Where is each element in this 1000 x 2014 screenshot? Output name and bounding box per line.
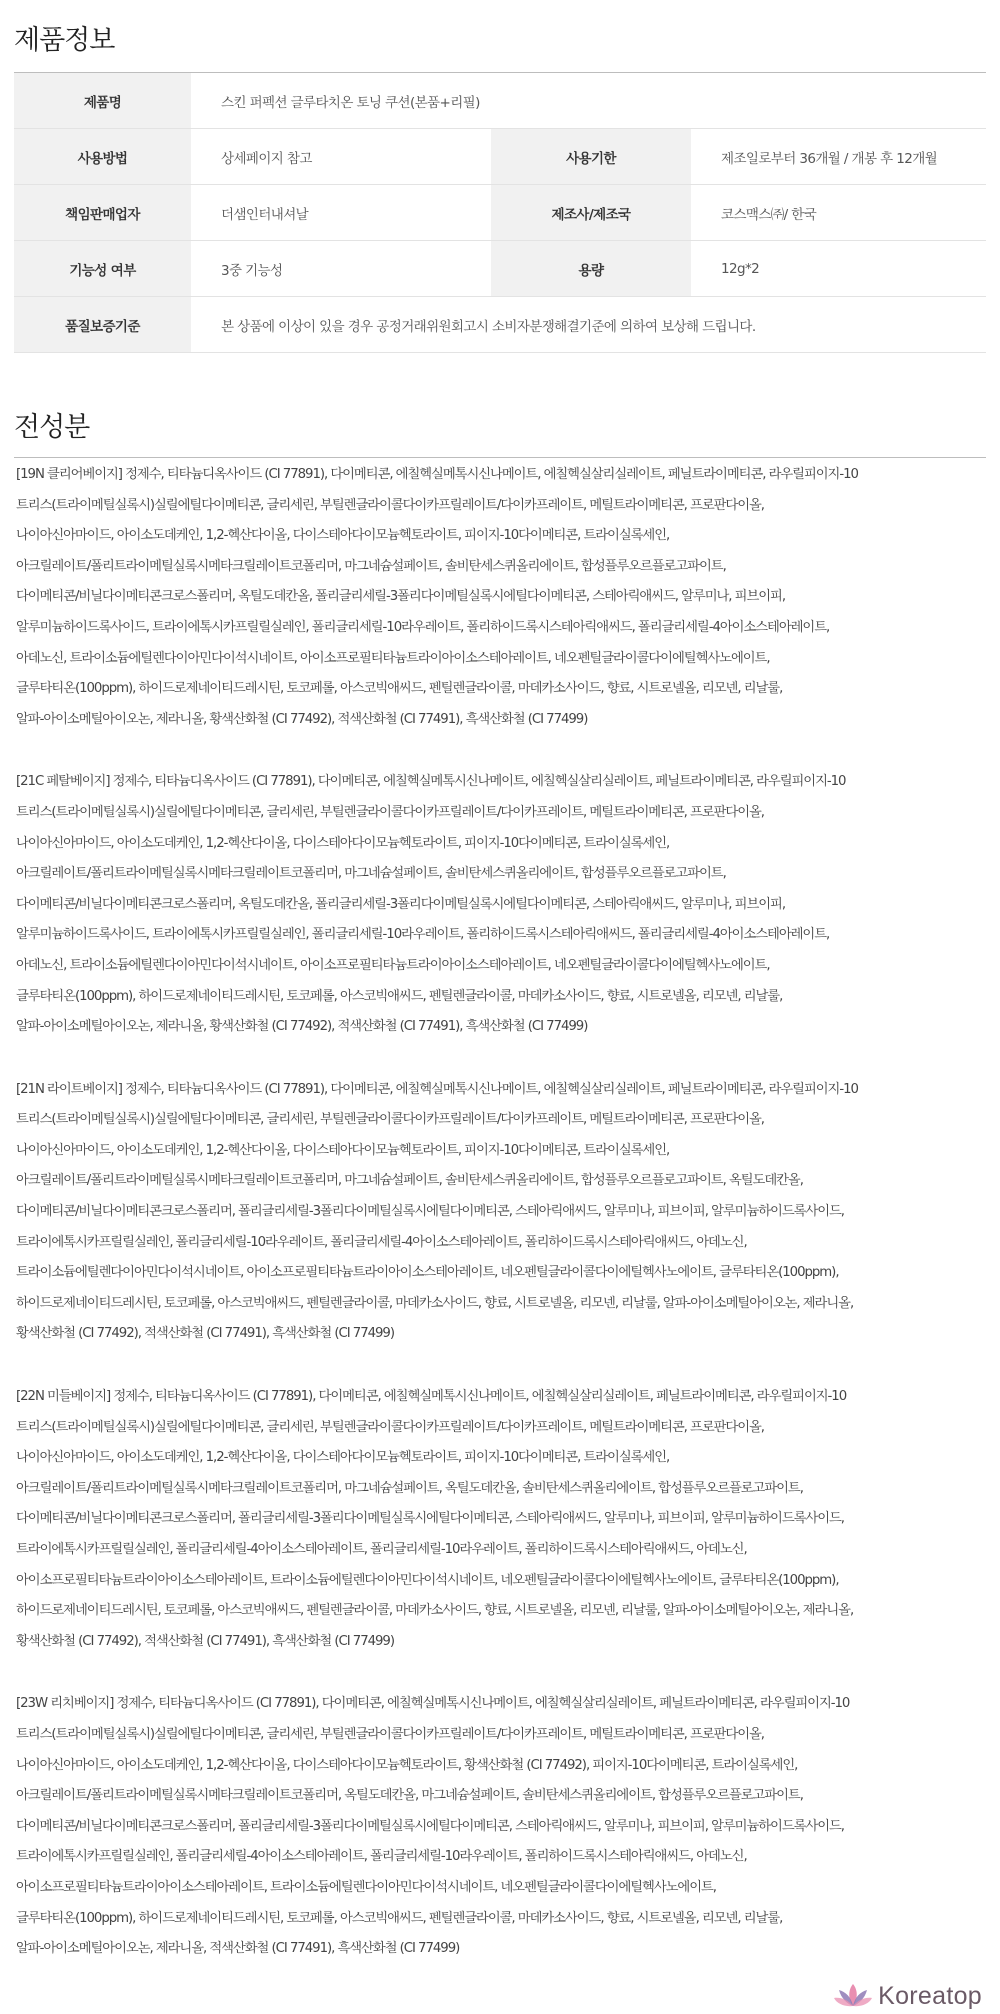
ingredient-line: 트리스(트라이메틸실록시)실릴에틸다이메티콘, 글리세린, 부틸렌글라이콜다이카프릴레이트/다이카프레이트, 메틸트라이메티콘, 프로판다이올, xyxy=(16,1112,764,1128)
ingredient-line: 트리스(트라이메틸실록시)실릴에틸다이메티콘, 글리세린, 부틸렌글라이콜다이카프릴레이트/다이카프레이트, 메틸트라이메티콘, 프로판다이올, xyxy=(16,1726,764,1742)
table-row xyxy=(14,241,986,297)
functional-label: 기능성 여부 xyxy=(14,241,191,297)
product-name-label: 제품명 xyxy=(14,73,191,129)
expiry-label: 사용기한 xyxy=(491,129,691,185)
usage-label: 사용방법 xyxy=(14,129,191,185)
ingredient-line: [22N 미들베이지] 정제수, 티타늄디옥사이드 (CI 77891), 다이메티콘, 에칠헥실메톡시신나메이트, 에칠헥실살리실레이트, 페닐트라이메티콘, 라우릴피이지-10 xyxy=(16,1389,847,1405)
ingredient-line: 트리스(트라이메틸실록시)실릴에틸다이메티콘, 글리세린, 부틸렌글라이콜다이카프릴레이트/다이카프레이트, 메틸트라이메티콘, 프로판다이올, xyxy=(16,497,764,513)
ingredient-line: 다이메티콘/비닐다이메티콘크로스폴리머, 폴리글리세릴-3폴리다이메틸실록시에틸다이메티콘, 스테아릭애씨드, 알루미나, 피브이피, 알루미늄하이드록사이드, xyxy=(16,1511,844,1527)
ingredient-line: 트라이에톡시카프릴릴실레인, 폴리글리세릴-4아이소스테아레이트, 폴리글리세릴-10라우레이트, 폴리하이드록시스테아릭애씨드, 아데노신, xyxy=(16,1849,747,1865)
manufacturer-label: 제조사/제조국 xyxy=(491,185,691,241)
ingredient-line: 글루타티온(100ppm), 하이드로제네이티드레시틴, 토코페롤, 아스코빅애씨드, 펜틸렌글라이콜, 마데카소사이드, 향료, 시트로넬올, 리모넨, 리날룰, xyxy=(16,681,783,697)
ingredient-line: [23W 리치베이지] 정제수, 티타늄디옥사이드 (CI 77891), 다이메티콘, 에칠헥실메톡시신나메이트, 에칠헥실살리실레이트, 페닐트라이메티콘, 라우릴피이지-10 xyxy=(16,1696,850,1712)
capacity-value: 12g*2 xyxy=(691,241,986,297)
seller-label: 책임판매업자 xyxy=(14,185,191,241)
ingredients-list xyxy=(16,460,984,1997)
ingredients-title: 전성분 xyxy=(14,412,90,443)
ingredient-line: 트리스(트라이메틸실록시)실릴에틸다이메티콘, 글리세린, 부틸렌글라이콜다이카프릴레이트/다이카프레이트, 메틸트라이메티콘, 프로판다이올, xyxy=(16,804,764,820)
ingredient-line: 아크릴레이트/폴리트라이메틸실록시메타크릴레이트코폴리머, 마그네슘설페이트, 솔비탄세스퀴올리에이트, 합성플루오르플로고파이트, xyxy=(16,558,726,574)
quality-value: 본 상품에 이상이 있을 경우 공정거래위원회고시 소비자분쟁해결기준에 의하여 보상해 드립니다. xyxy=(191,297,986,353)
product-info-title: 제품정보 xyxy=(14,25,115,56)
ingredient-line: 아이소프로필티타늄트라이아이소스테아레이트, 트라이소듐에틸렌다이아민다이석시네이트, 네오펜틸글라이콜다이에틸헥사노에이트, 글루타티온(100ppm), xyxy=(16,1572,839,1588)
ingredient-line: 아데노신, 트라이소듐에틸렌다이아민다이석시네이트, 아이소프로필티타늄트라이아이소스테아레이트, 네오펜틸글라이콜다이에틸헥사노에이트, xyxy=(16,957,770,973)
ingredient-line: 황색산화철 (CI 77492), 적색산화철 (CI 77491), 흑색산화철 (CI 77499) xyxy=(16,1633,394,1649)
ingredient-line: 다이메티콘/비닐다이메티콘크로스폴리머, 옥틸도데칸올, 폴리글리세릴-3폴리다이메틸실록시에틸다이메티콘, 스테아릭애씨드, 알루미나, 피브이피, xyxy=(16,589,786,605)
ingredient-line: [19N 클리어베이지] 정제수, 티타늄디옥사이드 (CI 77891), 다이메티콘, 에칠헥실메톡시신나메이트, 에칠헥실살리실레이트, 페닐트라이메티콘, 라우릴피이지-10 xyxy=(16,467,858,482)
seller-value: 더샘인터내셔날 xyxy=(191,185,491,241)
manufacturer-value: 코스맥스㈜/ 한국 xyxy=(691,185,986,241)
ingredient-block-19n xyxy=(16,460,984,735)
ingredient-line: 아데노신, 트라이소듐에틸렌다이아민다이석시네이트, 아이소프로필티타늄트라이아이소스테아레이트, 네오펜틸글라이콜다이에틸헥사노에이트, xyxy=(16,650,770,666)
ingredient-line: 트라이에톡시카프릴릴실레인, 폴리글리세릴-4아이소스테아레이트, 폴리글리세릴-10라우레이트, 폴리하이드록시스테아릭애씨드, 아데노신, xyxy=(16,1542,747,1557)
capacity-label: 용량 xyxy=(491,241,691,297)
ingredient-line: 다이메티콘/비닐다이메티콘크로스폴리머, 폴리글리세릴-3폴리다이메틸실록시에틸다이메티콘, 스테아릭애씨드, 알루미나, 피브이피, 알루미늄하이드록사이드, xyxy=(16,1204,844,1220)
ingredient-block-21c xyxy=(16,767,984,1042)
ingredient-line: 트라이소듐에틸렌다이아민다이석시네이트, 아이소프로필티타늄트라이아이소스테아레이트, 네오펜틸글라이콜다이에틸헥사노에이트, 글루타티온(100ppm), xyxy=(16,1265,839,1281)
ingredient-line: 트리스(트라이메틸실록시)실릴에틸다이메티콘, 글리세린, 부틸렌글라이콜다이카프릴레이트/다이카프레이트, 메틸트라이메티콘, 프로판다이올, xyxy=(16,1419,764,1435)
ingredient-line: [21C 페탈베이지] 정제수, 티타늄디옥사이드 (CI 77891), 다이메티콘, 에칠헥실메톡시신나메이트, 에칠헥실살리실레이트, 페닐트라이메티콘, 라우릴피이지-10 xyxy=(16,774,846,790)
ingredient-line: 다이메티콘/비닐다이메티콘크로스폴리머, 옥틸도데칸올, 폴리글리세릴-3폴리다이메틸실록시에틸다이메티콘, 스테아릭애씨드, 알루미나, 피브이피, xyxy=(16,896,786,912)
ingredient-line: 알파-아이소메틸아이오논, 제라니올, 황색산화철 (CI 77492), 적색산화철 (CI 77491), 흑색산화철 (CI 77499) xyxy=(16,1019,588,1035)
ingredient-line: 알파-아이소메틸아이오논, 제라니올, 적색산화철 (CI 77491), 흑색산화철 (CI 77499) xyxy=(16,1941,460,1957)
functional-value: 3중 기능성 xyxy=(191,241,491,297)
ingredient-line: 나이아신아마이드, 아이소도데케인, 1,2-헥산다이올, 다이스테아다이모늄헥토라이트, 피이지-10다이메티콘, 트라이실록세인, xyxy=(16,1142,670,1158)
quality-label: 품질보증기준 xyxy=(14,297,191,353)
table-row xyxy=(14,297,986,353)
ingredient-line: 다이메티콘/비닐다이메티콘크로스폴리머, 폴리글리세릴-3폴리다이메틸실록시에틸다이메티콘, 스테아릭애씨드, 알루미나, 피브이피, 알루미늄하이드록사이드, xyxy=(16,1818,844,1834)
table-row xyxy=(14,185,986,241)
usage-value: 상세페이지 참고 xyxy=(191,129,491,185)
product-info-table xyxy=(14,73,986,353)
ingredient-line: 알루미늄하이드록사이드, 트라이에톡시카프릴릴실레인, 폴리글리세릴-10라우레이트, 폴리하이드록시스테아릭애씨드, 폴리글리세릴-4아이소스테아레이트, xyxy=(16,619,830,635)
table-row xyxy=(14,73,986,129)
ingredient-line: 알루미늄하이드록사이드, 트라이에톡시카프릴릴실레인, 폴리글리세릴-10라우레이트, 폴리하이드록시스테아릭애씨드, 폴리글리세릴-4아이소스테아레이트, xyxy=(16,927,830,943)
ingredient-line: 하이드로제네이티드레시틴, 토코페롤, 아스코빅애씨드, 펜틸렌글라이콜, 마데카소사이드, 향료, 시트로넬올, 리모넨, 리날룰, 알파-아이소메틸아이오논, 제라니올, xyxy=(16,1295,854,1311)
ingredient-line: 아크릴레이트/폴리트라이메틸실록시메타크릴레이트코폴리머, 마그네슘설페이트, 옥틸도데칸올, 솔비탄세스퀴올리에이트, 합성플루오르플로고파이트, xyxy=(16,1480,803,1496)
expiry-value: 제조일로부터 36개월 / 개봉 후 12개월 xyxy=(691,129,986,185)
ingredient-line: 알파-아이소메틸아이오논, 제라니올, 황색산화철 (CI 77492), 적색산화철 (CI 77491), 흑색산화철 (CI 77499) xyxy=(16,711,588,727)
ingredients-divider xyxy=(14,457,986,458)
ingredient-line: 글루타티온(100ppm), 하이드로제네이티드레시틴, 토코페롤, 아스코빅애씨드, 펜틸렌글라이콜, 마데카소사이드, 향료, 시트로넬올, 리모넨, 리날룰, xyxy=(16,1910,783,1926)
ingredient-line: 아크릴레이트/폴리트라이메틸실록시메타크릴레이트코폴리머, 마그네슘설페이트, 솔비탄세스퀴올리에이트, 합성플루오르플로고파이트, 옥틸도데칸올, xyxy=(16,1173,803,1189)
koreatop-watermark xyxy=(833,1981,982,2011)
product-name-value: 스킨 퍼펙션 글루타치온 토닝 쿠션(본품+리필) xyxy=(191,73,986,129)
ingredient-line: 아이소프로필티타늄트라이아이소스테아레이트, 트라이소듐에틸렌다이아민다이석시네이트, 네오펜틸글라이콜다이에틸헥사노에이트, xyxy=(16,1879,716,1895)
ingredient-line: 나이아신아마이드, 아이소도데케인, 1,2-헥산다이올, 다이스테아다이모늄헥토라이트, 피이지-10다이메티콘, 트라이실록세인, xyxy=(16,1450,670,1466)
table-row xyxy=(14,129,986,185)
lotus-icon xyxy=(833,1982,873,2010)
ingredient-line: 아크릴레이트/폴리트라이메틸실록시메타크릴레이트코폴리머, 옥틸도데칸올, 마그네슘설페이트, 솔비탄세스퀴올리에이트, 합성플루오르플로고파이트, xyxy=(16,1788,803,1804)
ingredient-line: 아크릴레이트/폴리트라이메틸실록시메타크릴레이트코폴리머, 마그네슘설페이트, 솔비탄세스퀴올리에이트, 합성플루오르플로고파이트, xyxy=(16,866,726,882)
ingredient-block-21n xyxy=(16,1075,984,1350)
ingredient-line: 트라이에톡시카프릴릴실레인, 폴리글리세릴-10라우레이트, 폴리글리세릴-4아이소스테아레이트, 폴리하이드록시스테아릭애씨드, 아데노신, xyxy=(16,1234,747,1250)
ingredient-line: 글루타티온(100ppm), 하이드로제네이티드레시틴, 토코페롤, 아스코빅애씨드, 펜틸렌글라이콜, 마데카소사이드, 향료, 시트로넬올, 리모넨, 리날룰, xyxy=(16,988,783,1004)
ingredient-line: [21N 라이트베이지] 정제수, 티타늄디옥사이드 (CI 77891), 다이메티콘, 에칠헥실메톡시신나메이트, 에칠헥실살리실레이트, 페닐트라이메티콘, 라우릴피이지-10 xyxy=(16,1081,858,1097)
ingredient-line: 나이아신아마이드, 아이소도데케인, 1,2-헥산다이올, 다이스테아다이모늄헥토라이트, 황색산화철 (CI 77492), 피이지-10다이메티콘, 트라이실록세인, xyxy=(16,1757,798,1773)
ingredient-block-22n xyxy=(16,1382,984,1657)
ingredient-line: 황색산화철 (CI 77492), 적색산화철 (CI 77491), 흑색산화철 (CI 77499) xyxy=(16,1326,394,1342)
ingredient-line: 하이드로제네이티드레시틴, 토코페롤, 아스코빅애씨드, 펜틸렌글라이콜, 마데카소사이드, 향료, 시트로넬올, 리모넨, 리날룰, 알파-아이소메틸아이오논, 제라니올, xyxy=(16,1603,854,1619)
ingredient-line: 나이아신아마이드, 아이소도데케인, 1,2-헥산다이올, 다이스테아다이모늄헥토라이트, 피이지-10다이메티콘, 트라이실록세인, xyxy=(16,528,670,544)
ingredient-line: 나이아신아마이드, 아이소도데케인, 1,2-헥산다이올, 다이스테아다이모늄헥토라이트, 피이지-10다이메티콘, 트라이실록세인, xyxy=(16,835,670,851)
koreatop-brand-text: Koreatop xyxy=(878,1981,982,2010)
ingredient-block-23w xyxy=(16,1689,984,1964)
